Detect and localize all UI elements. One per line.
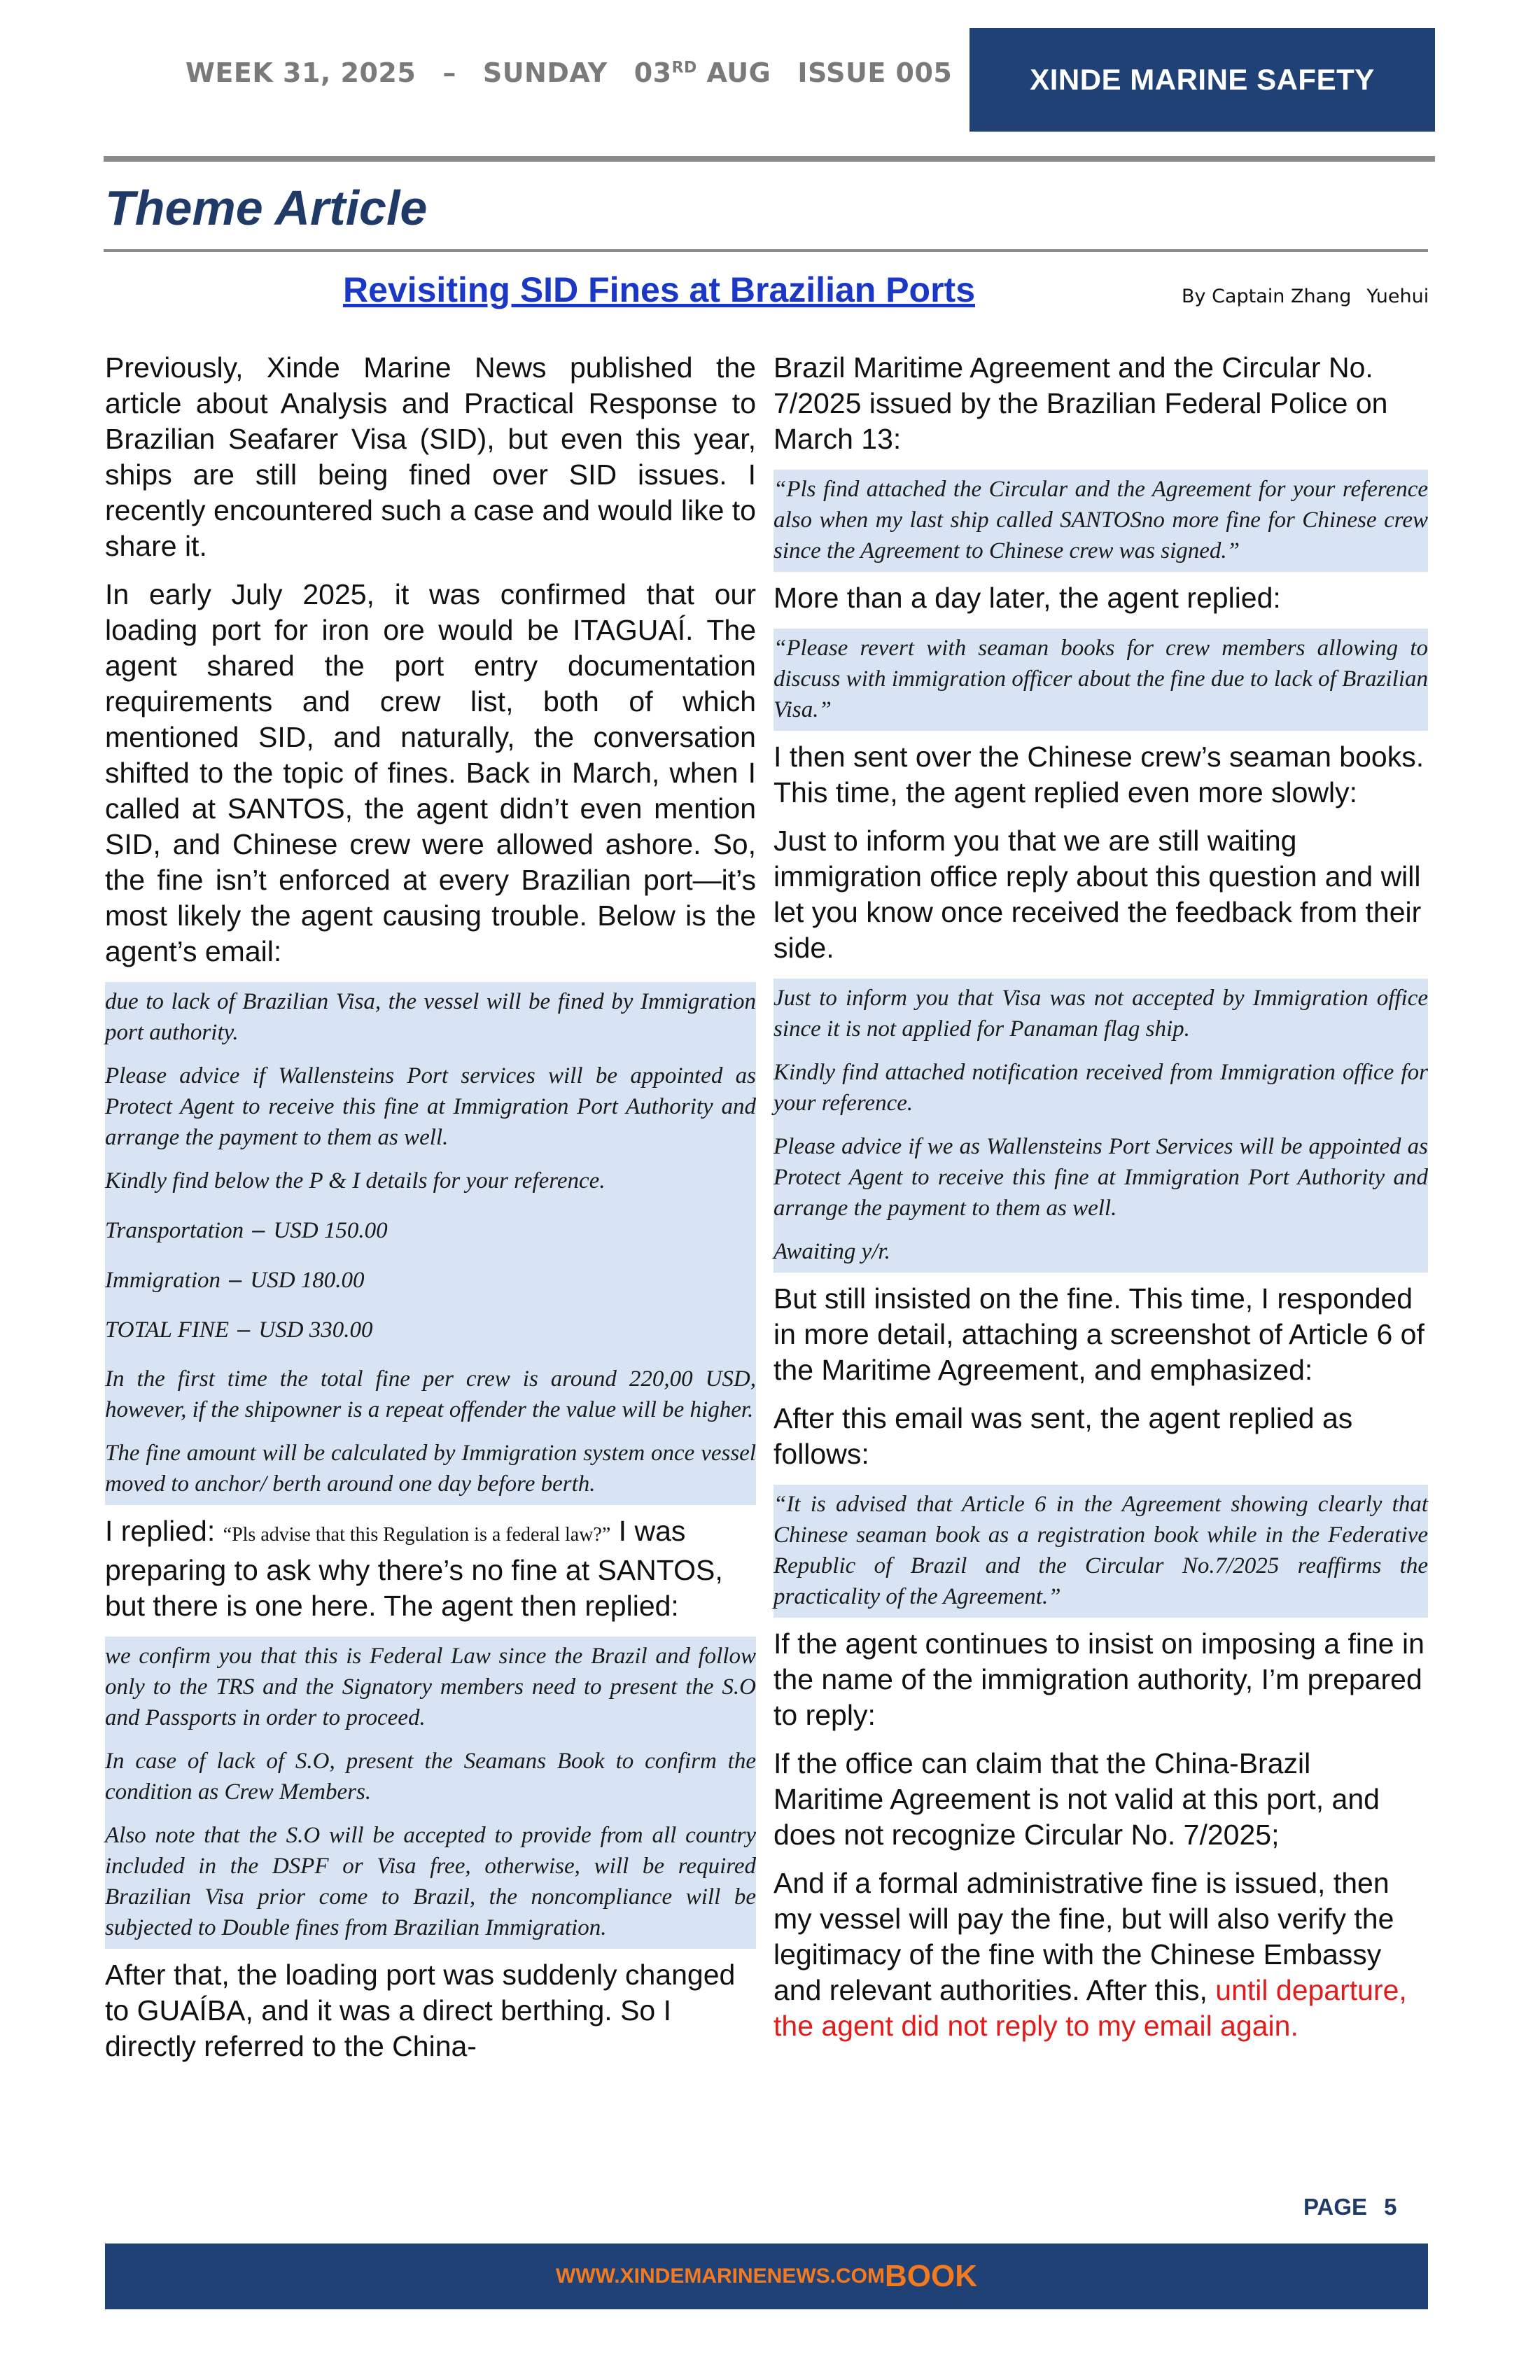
closing-text: And if a formal administrative fine is issued, then my vessel will pay the fine, but will also verify the legitimacy of the fine with the Chinese Embassy and relevant authorities. After this, — [774, 1867, 1394, 2006]
fine-value: USD 180.00 — [250, 1268, 365, 1293]
footer-website-link[interactable]: WWW.XINDEMARINENEWS.COM — [556, 2264, 885, 2288]
reply-inline-quote: “Pls advise that this Regulation is a federal law?” — [223, 1524, 611, 1546]
left-paragraph-1: Previously, Xinde Marine News published the article about Analysis and Practical Response to Brazilian Seafarer Visa (SID), but even this year, ships are still being fined over SID issues. I recently encountered such a case and would like to share it. — [105, 351, 756, 562]
email1-line-3: Kindly find below the P & I details for your reference. — [105, 1168, 606, 1194]
quote2-text: “Please revert with seaman books for crew members allowing to discuss with immigration officer about the fine due to lack of Brazilian Visa.” — [774, 636, 1428, 722]
email3-line-2: Kindly find attached notification received from Immigration office for your reference. — [774, 1060, 1428, 1116]
footer-bar — [105, 2244, 1428, 2309]
right-paragraph-1: Brazil Maritime Agreement and the Circular No. 7/2025 issued by the Brazilian Federal Police on March 13: — [774, 351, 1388, 455]
fine-value: USD 150.00 — [273, 1218, 388, 1243]
agent-email-quote-4 — [774, 979, 1428, 1273]
day-label: SUNDAY — [482, 57, 608, 88]
date-suffix: RD — [671, 59, 697, 77]
footer-book-label: BOOK — [884, 2259, 977, 2293]
agent-email-quote-3 — [774, 629, 1428, 731]
page-label: PAGE — [1303, 2194, 1368, 2220]
left-column — [105, 350, 756, 2077]
section-rule — [104, 249, 1428, 252]
fine-row-transportation — [105, 1214, 756, 1246]
fine-label: TOTAL FINE — [105, 1317, 229, 1343]
agent-email-quote-5 — [774, 1485, 1428, 1618]
fine-dash: – — [252, 1217, 265, 1242]
date-label — [634, 57, 771, 88]
reply-intro: I replied: — [105, 1515, 223, 1547]
right-paragraph-6: After this email was sent, the agent replied as follows: — [774, 1402, 1353, 1470]
email1-line-5: The fine amount will be calculated by Immigration system once vessel moved to anchor/ berth around one day before berth. — [105, 1441, 756, 1497]
quote3-text: “It is advised that Article 6 in the Agreement showing clearly that Chinese seaman book as a registration book while in the Federative Republic of Brazil and the Circular No.7/2025 reaffirms the practicality of the Agreement.” — [774, 1492, 1428, 1609]
article-title: Revisiting SID Fines at Brazilian Ports — [343, 270, 976, 309]
reply-continuation: I was preparing to ask why there’s no fine at SANTOS, but there is one here. The agent then replied: — [105, 1515, 723, 1622]
left-paragraph-3 — [105, 1513, 756, 1624]
email3-line-4: Awaiting y/r. — [774, 1239, 890, 1264]
left-paragraph-4: After that, the loading port was suddenly changed to GUAÍBA, and it was a direct berthing. So I directly referred to the China- — [105, 1959, 736, 2062]
email1-line-1: due to lack of Brazilian Visa, the vessel will be fined by Immigration port authority. — [105, 989, 756, 1045]
right-paragraph-9 — [774, 1865, 1428, 2044]
section-title: Theme Article — [105, 181, 428, 235]
fine-label: Immigration — [105, 1268, 220, 1293]
week-label: WEEK 31, 2025 — [186, 57, 416, 88]
header-separator: – — [442, 57, 456, 88]
brand-box — [969, 28, 1435, 132]
fine-row-total — [105, 1314, 756, 1345]
right-column — [774, 350, 1428, 2057]
agent-email-quote-1 — [105, 982, 756, 1505]
email2-line-1: we confirm you that this is Federal Law since the Brazil and follow only to the TRS and the Signatory members need to present the S.O and Passports in order to proceed. — [105, 1644, 756, 1730]
my-email-quote-1 — [774, 470, 1428, 572]
issue-line — [186, 57, 979, 88]
brand-name: XINDE MARINE SAFETY — [1030, 63, 1375, 96]
email1-line-2: Please advice if Wallensteins Port services will be appointed as Protect Agent to receive this fine at Immigration Port Authority and arrange the payment to them as well. — [105, 1063, 756, 1150]
agent-email-quote-2 — [105, 1637, 756, 1949]
header-rule — [104, 156, 1435, 162]
byline-author: By Captain Zhang — [1182, 286, 1352, 307]
email2-line-3: Also note that the S.O will be accepted to provide from all country included in the DSPF or Visa free, otherwise, will be required Brazilian Visa prior come to Brazil, the noncompliance will be subjected to Double fines from Brazilian Immigration. — [105, 1823, 756, 1940]
right-paragraph-8: If the office can claim that the China-Brazil Maritime Agreement is not valid at this port, and does not recognize Circular No. 7/2025; — [774, 1747, 1380, 1851]
issue-label: ISSUE 005 — [797, 57, 953, 88]
fine-dash: – — [237, 1316, 251, 1342]
closing-highlight: until departure, the agent did not reply to my email again. — [774, 1974, 1407, 2042]
byline-given-name: Yuehui — [1366, 286, 1429, 307]
fine-label: Transportation — [105, 1218, 244, 1243]
fine-dash: – — [229, 1266, 242, 1292]
email1-line-4: In the first time the total fine per crew is around 220,00 USD, however, if the shipowner is a repeat offender the value will be higher. — [105, 1366, 756, 1422]
quote1-text: “Pls find attached the Circular and the Agreement for your reference also when my last ship called SANTOSno more fine for Chinese crew since the Agreement to Chinese crew was signed.” — [774, 477, 1428, 564]
page-number — [1303, 2194, 1413, 2220]
email3-line-3: Please advice if we as Wallensteins Port Services will be appointed as Protect Agent to receive this fine at Immigration Port Authority and arrange the payment to them as well. — [774, 1134, 1428, 1221]
left-paragraph-2: In early July 2025, it was confirmed that our loading port for iron ore would be ITAGUAÍ. The agent shared the port entry documentation requirements and crew list, both of which mentioned SID, and naturally, the conversation shifted to the topic of fines. Back in March, when I called at SANTOS, the agent didn’t even mention SID, and Chinese crew were allowed ashore. So, the fine isn’t enforced at every Brazilian port—it’s most likely the agent causing trouble. Below is the agent’s email: — [105, 578, 756, 967]
fine-value: USD 330.00 — [258, 1317, 373, 1343]
email2-line-2: In case of lack of S.O, present the Seamans Book to confirm the condition as Crew Members. — [105, 1749, 756, 1805]
date-month: AUG — [706, 57, 771, 88]
email3-line-1: Just to inform you that Visa was not accepted by Immigration office since it is not applied for Panaman flag ship. — [774, 986, 1428, 1042]
right-paragraph-2: More than a day later, the agent replied: — [774, 582, 1281, 614]
byline — [1182, 286, 1444, 307]
right-paragraph-4: Just to inform you that we are still waiting immigration office reply about this question and will let you know once received the feedback from their side. — [774, 825, 1422, 964]
right-paragraph-3: I then sent over the Chinese crew’s seaman books. This time, the agent replied even more slowly: — [774, 741, 1424, 808]
fine-row-immigration — [105, 1264, 756, 1296]
right-paragraph-5: But still insisted on the fine. This time, I responded in more detail, attaching a screenshot of Article 6 of the Maritime Agreement, and emphasized: — [774, 1282, 1424, 1386]
page-value: 5 — [1384, 2194, 1397, 2220]
date-number: 03 — [634, 57, 672, 88]
right-paragraph-7: If the agent continues to insist on imposing a fine in the name of the immigration authority, I’m prepared to reply: — [774, 1628, 1424, 1731]
